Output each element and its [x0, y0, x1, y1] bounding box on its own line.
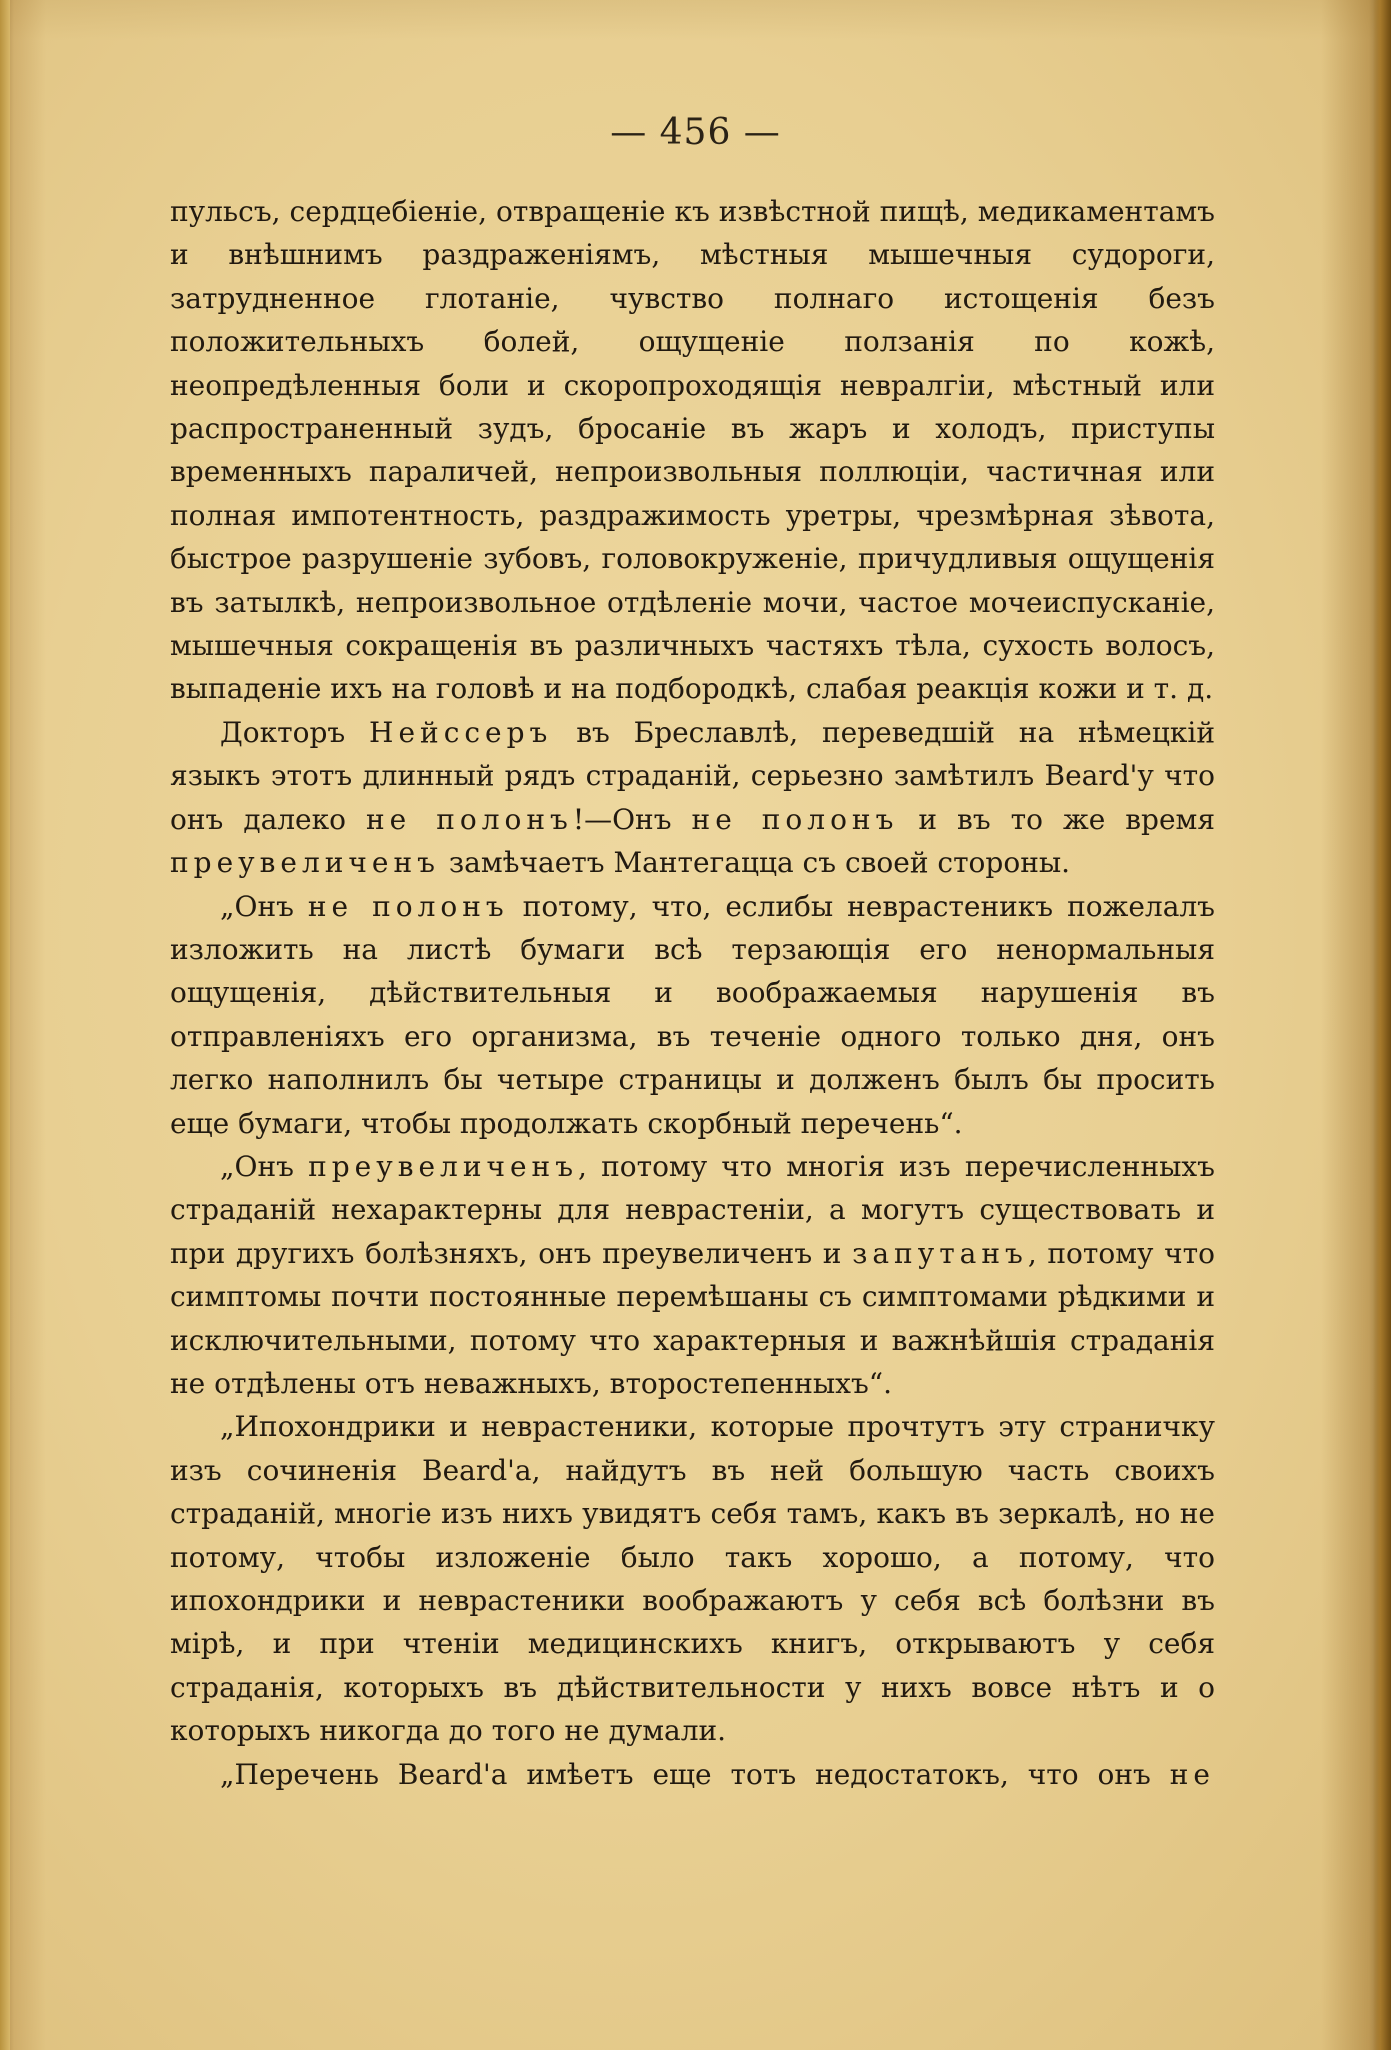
paragraph-4-text-b: , потому что многія изъ перечисленныхъ страданій нехарактерны для неврастеніи, а могутъ существовать и при другихъ болѣзняхъ, онъ преувеличенъ и: [170, 1149, 1216, 1270]
paragraph-3-spaced: не полонъ: [307, 889, 509, 923]
paragraph-6-text: „Перечень Beard'а имѣетъ еще тотъ недостатокъ, что онъ: [220, 1757, 1170, 1791]
paragraph-2-spaced-name: Нейссеръ: [369, 715, 553, 749]
paragraph-2-spaced-b: не полонъ: [691, 802, 899, 836]
paragraph-1-text: пульсъ, сердцебіеніе, отвращеніе къ извѣстной пищѣ, медикаментамъ и внѣшнимъ раздраженіямъ, мѣстныя мышечныя судороги, затрудненное глотаніе, чувство полнаго истощенія безъ положительныхъ болей, ощущеніе ползанія по кожѣ, неопредѣленныя боли и скоропроходящія невралгіи, мѣстный или распространенный зудъ, бросаніе въ жаръ и холодъ, приступы временныхъ параличей, непроизвольныя поллюціи, частичная или полная импотентность, раздражимость уретры, чрезмѣрная зѣвота, быстрое разрушеніе зубовъ, головокруженіе, причудливыя ощущенія въ затылкѣ, непроизвольное отдѣленіе мочи, частое мочеиспусканіе, мышечныя сокращенія въ различныхъ частяхъ тѣла, сухость волосъ, выпаденіе ихъ на головѣ и на подбородкѣ, слабая реакція кожи и т. д.: [170, 195, 1215, 706]
paragraph-5-text: „Ипохондрики и неврастеники, которые прочтутъ эту страничку изъ сочиненія Beard'а, найдутъ въ ней большую часть своихъ страданій, многіе изъ нихъ увидятъ себя тамъ, какъ въ зеркалѣ, но не потому, чтобы изложеніе было такъ хорошо, а потому, что ипохондрики и неврастеники воображаютъ у себя всѣ болѣзни въ мірѣ, и при чтеніи медицинскихъ книгъ, открываютъ у себя страданія, которыхъ въ дѣйствительности у нихъ вовсе нѣтъ и о которыхъ никогда до того не думали.: [170, 1410, 1215, 1748]
paragraph-4-spaced-a: преувеличенъ: [308, 1149, 579, 1183]
page-number: — 456 —: [610, 112, 781, 153]
paragraph-3-text-b: потому, что, еслибы неврастеникъ пожелалъ изложить на листѣ бумаги всѣ терзающія его ненормальныя ощущенія, дѣйствительныя и воображаемыя нарушенія въ отправленіяхъ его организма, въ теченіе одного только дня, онъ легко наполнилъ бы четыре страницы и долженъ былъ бы просить еще бумаги, чтобы продолжать скорбный перечень“.: [170, 889, 1215, 1140]
paragraph-2-text-b: въ Бреславлѣ, переведшій на нѣмецкій языкъ этотъ длинный рядъ страданій, серьезно замѣтилъ Beard'у что онъ далеко: [170, 715, 1215, 836]
paragraph-3-text-a: „Онъ: [220, 889, 308, 923]
paragraph-2-spaced-c: преувеличенъ: [170, 846, 440, 880]
paragraph-2-text-a: Докторъ: [220, 715, 370, 749]
paragraph-2-text-d: и въ то же время: [898, 802, 1215, 836]
paragraph-6: [170, 1753, 1215, 1796]
paragraph-4: [170, 1145, 1215, 1405]
paragraph-2-spaced-a: не полонъ: [365, 802, 573, 836]
paragraph-4-text-c: , потому что симптомы почти постоянные перемѣшаны съ симптомами рѣдкими и исключительными, потому что характерныя и важнѣйшія страданія не отдѣлены отъ неважныхъ, второстепенныхъ“.: [170, 1236, 1216, 1400]
body-text: [170, 190, 1215, 1796]
paragraph-2: [170, 711, 1215, 885]
page-right-edge: [1373, 0, 1391, 2050]
page-binding-edge: [0, 0, 10, 2050]
paragraph-6-spaced: не: [1169, 1757, 1215, 1791]
paragraph-2-text-c: !—Онъ: [572, 802, 692, 836]
paragraph-4-text-a: „Онъ: [220, 1149, 309, 1183]
paragraph-3: [170, 885, 1215, 1145]
paragraph-5: [170, 1405, 1215, 1752]
paragraph-4-spaced-b: запутанъ: [852, 1236, 1028, 1270]
paragraph-1: [170, 190, 1215, 711]
paragraph-2-text-e: замѣчаетъ Мантегацца съ своей стороны.: [439, 846, 1071, 880]
